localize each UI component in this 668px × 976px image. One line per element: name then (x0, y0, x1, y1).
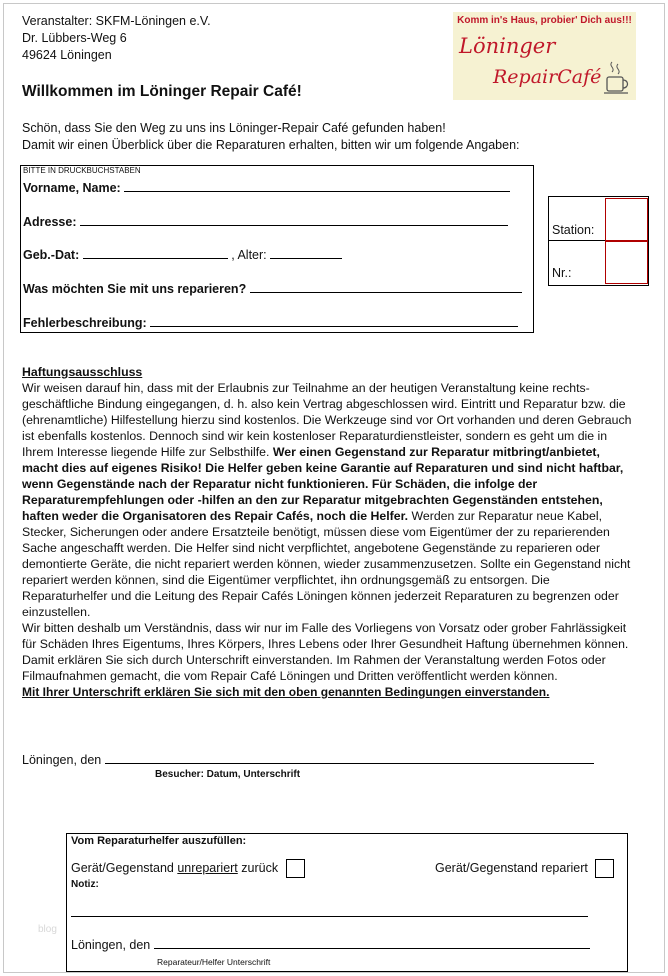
helper-signature-field[interactable] (154, 936, 590, 949)
print-letters-note: BITTE IN DRUCKBUCHSTABEN (23, 166, 141, 175)
birthdate-field[interactable] (83, 246, 228, 259)
liability-paragraph-1: Wir weisen darauf hin, dass mit der Erlaubnis zur Teilnahme an der heutigen Veranstaltung keine rechts-geschäftliche Bindung eingegangen, d. h. also kein Vertrag abgeschlossen wird. Eintritt und Reparatur bzw. die (ehrenamtliche) Hilfestellung hierzu sind kostenlos. Die Werkzeuge sind vor Ort vorhanden und deren Gebrauch ist ebenfalls kostenlos. Dennoch sind wir kein kostenloser Reparaturdienstleister, sondern es geht um die in Ihrem Interesse liegende Hilfe zur Selbsthilfe. (22, 381, 632, 459)
visitor-signature-caption: Besucher: Datum, Unterschrift (155, 769, 301, 780)
repair-item-field[interactable] (250, 280, 522, 293)
repair-item-row (23, 280, 522, 296)
liability-heading: Haftungsausschluss (22, 365, 143, 379)
logo-name-line1: Löninger (459, 34, 556, 58)
visitor-signature-row (22, 751, 594, 769)
fault-label: Fehlerbeschreibung: (23, 316, 147, 330)
visitor-signature-field[interactable] (105, 751, 594, 764)
logo-name-line2: RepairCafé (493, 66, 602, 88)
age-label: , Alter: (231, 248, 267, 262)
notes-label: Notiz: (71, 879, 99, 890)
liability-paragraph-2: Werden zur Reparatur neue Kabel, Stecker, Sicherungen oder andere Ersatzteile benötigt, müssen diese vom Eigentümer der zu reparierenden Sache angeschafft werden. Die Helfer sind nicht verpflichtet, angebotene Gegenstände zu reparieren oder demontierte Geräte, die nicht repariert werden können, wieder zusammenzusetzen. Sollte ein Gegenstand nicht repariert werden können, sind die Eigentümer verpflichtet, ihn ordnungsgemäß zu entsorgen. Die Reparaturhelfer und die Leitung des Repair Cafés Löningen können jederzeit Reparaturen zu begrenzen oder einzustellen. (22, 509, 631, 619)
repair-cafe-logo (453, 12, 636, 100)
notes-field[interactable] (71, 916, 588, 917)
helper-signature-caption: Reparateur/Helfer Unterschrift (157, 957, 271, 967)
blog-watermark: blog (38, 924, 57, 935)
nr-label: Nr.: (552, 266, 572, 280)
station-field[interactable] (605, 198, 648, 241)
organizer-name: Veranstalter: SKFM-Löningen e.V. (22, 14, 211, 28)
station-box (548, 196, 649, 286)
repaired-row (435, 859, 614, 878)
unrepaired-label-underlined: unrepariert (177, 860, 238, 875)
fault-field[interactable] (150, 314, 518, 327)
repaired-checkbox[interactable] (595, 859, 614, 878)
nr-field[interactable] (605, 241, 648, 284)
organizer-city: 49624 Löningen (22, 48, 112, 62)
address-label: Adresse: (23, 215, 77, 229)
repair-item-label: Was möchten Sie mit uns reparieren? (23, 282, 247, 296)
age-field[interactable] (270, 246, 342, 259)
address-row (23, 213, 508, 229)
helper-heading: Vom Reparaturhelfer auszufüllen: (71, 835, 247, 847)
fault-row (23, 314, 518, 330)
visitor-place-label: Löningen, den (22, 753, 102, 767)
name-row (23, 179, 510, 195)
unrepaired-row (71, 859, 305, 878)
intro-line1: Schön, dass Sie den Weg zu uns ins Löninger-Repair Café gefunden haben! (22, 121, 446, 135)
helper-place-label: Löningen, den (71, 938, 151, 952)
intro-line2: Damit wir einen Überblick über die Reparaturen erhalten, bitten wir um folgende Angaben: (22, 138, 520, 152)
repaired-label: Gerät/Gegenstand repariert (435, 860, 588, 875)
unrepaired-checkbox[interactable] (286, 859, 305, 878)
liability-section (22, 364, 638, 684)
organizer-street: Dr. Lübbers-Weg 6 (22, 31, 127, 45)
address-field[interactable] (80, 213, 508, 226)
logo-tagline: Komm in's Haus, probier' Dich aus!!! (457, 15, 632, 26)
station-label: Station: (552, 223, 595, 237)
unrepaired-label-suffix: zurück (237, 860, 279, 875)
birth-row (23, 246, 342, 262)
consent-statement: Mit Ihrer Unterschrift erklären Sie sich mit den oben genannten Bedingungen einverstanden. (22, 685, 550, 699)
birthdate-label: Geb.-Dat: (23, 248, 80, 262)
visitor-form-box (20, 165, 534, 333)
helper-signature-row (71, 936, 590, 954)
helper-box (66, 833, 628, 972)
name-field[interactable] (124, 179, 510, 192)
liability-paragraph-3: Wir bitten deshalb um Verständnis, dass wir nur im Falle des Vorliegens von Vorsatz oder grober Fahrlässigkeit für Schäden Ihres Eigentums, Ihres Körpers, Ihres Lebens oder Ihrer Gesundheit Haftung übernehmen können. Damit erklären Sie sich durch Unterschrift einverstanden. Im Rahmen der Veranstaltung werden Fotos oder Filmaufnahmen gemacht, die vom Repair Café Löningen und Dritten veröffentlicht werden können. (22, 621, 629, 683)
page-title: Willkommen im Löninger Repair Café! (22, 83, 302, 100)
liability-text (22, 380, 638, 620)
unrepaired-label-prefix: Gerät/Gegenstand (71, 860, 178, 875)
liability-bold-warning: Wer einen Gegenstand zur Reparatur mitbringt/anbietet, macht dies auf eigenes Risiko! Die Helfer geben keine Garantie auf Reparaturen und sind nicht haftbar, wenn Gegenstände nach der Reparatur nicht funktionieren. Für Schäden, die infolge der Reparaturempfehlungen oder -hilfen an den zur Reparatur mitgebrachten Gegenständen entstehen, haften weder die Organisatoren des Repair Cafés, noch die Helfer. (22, 445, 624, 523)
name-label: Vorname, Name: (23, 181, 121, 195)
coffee-cup-icon (603, 60, 631, 96)
